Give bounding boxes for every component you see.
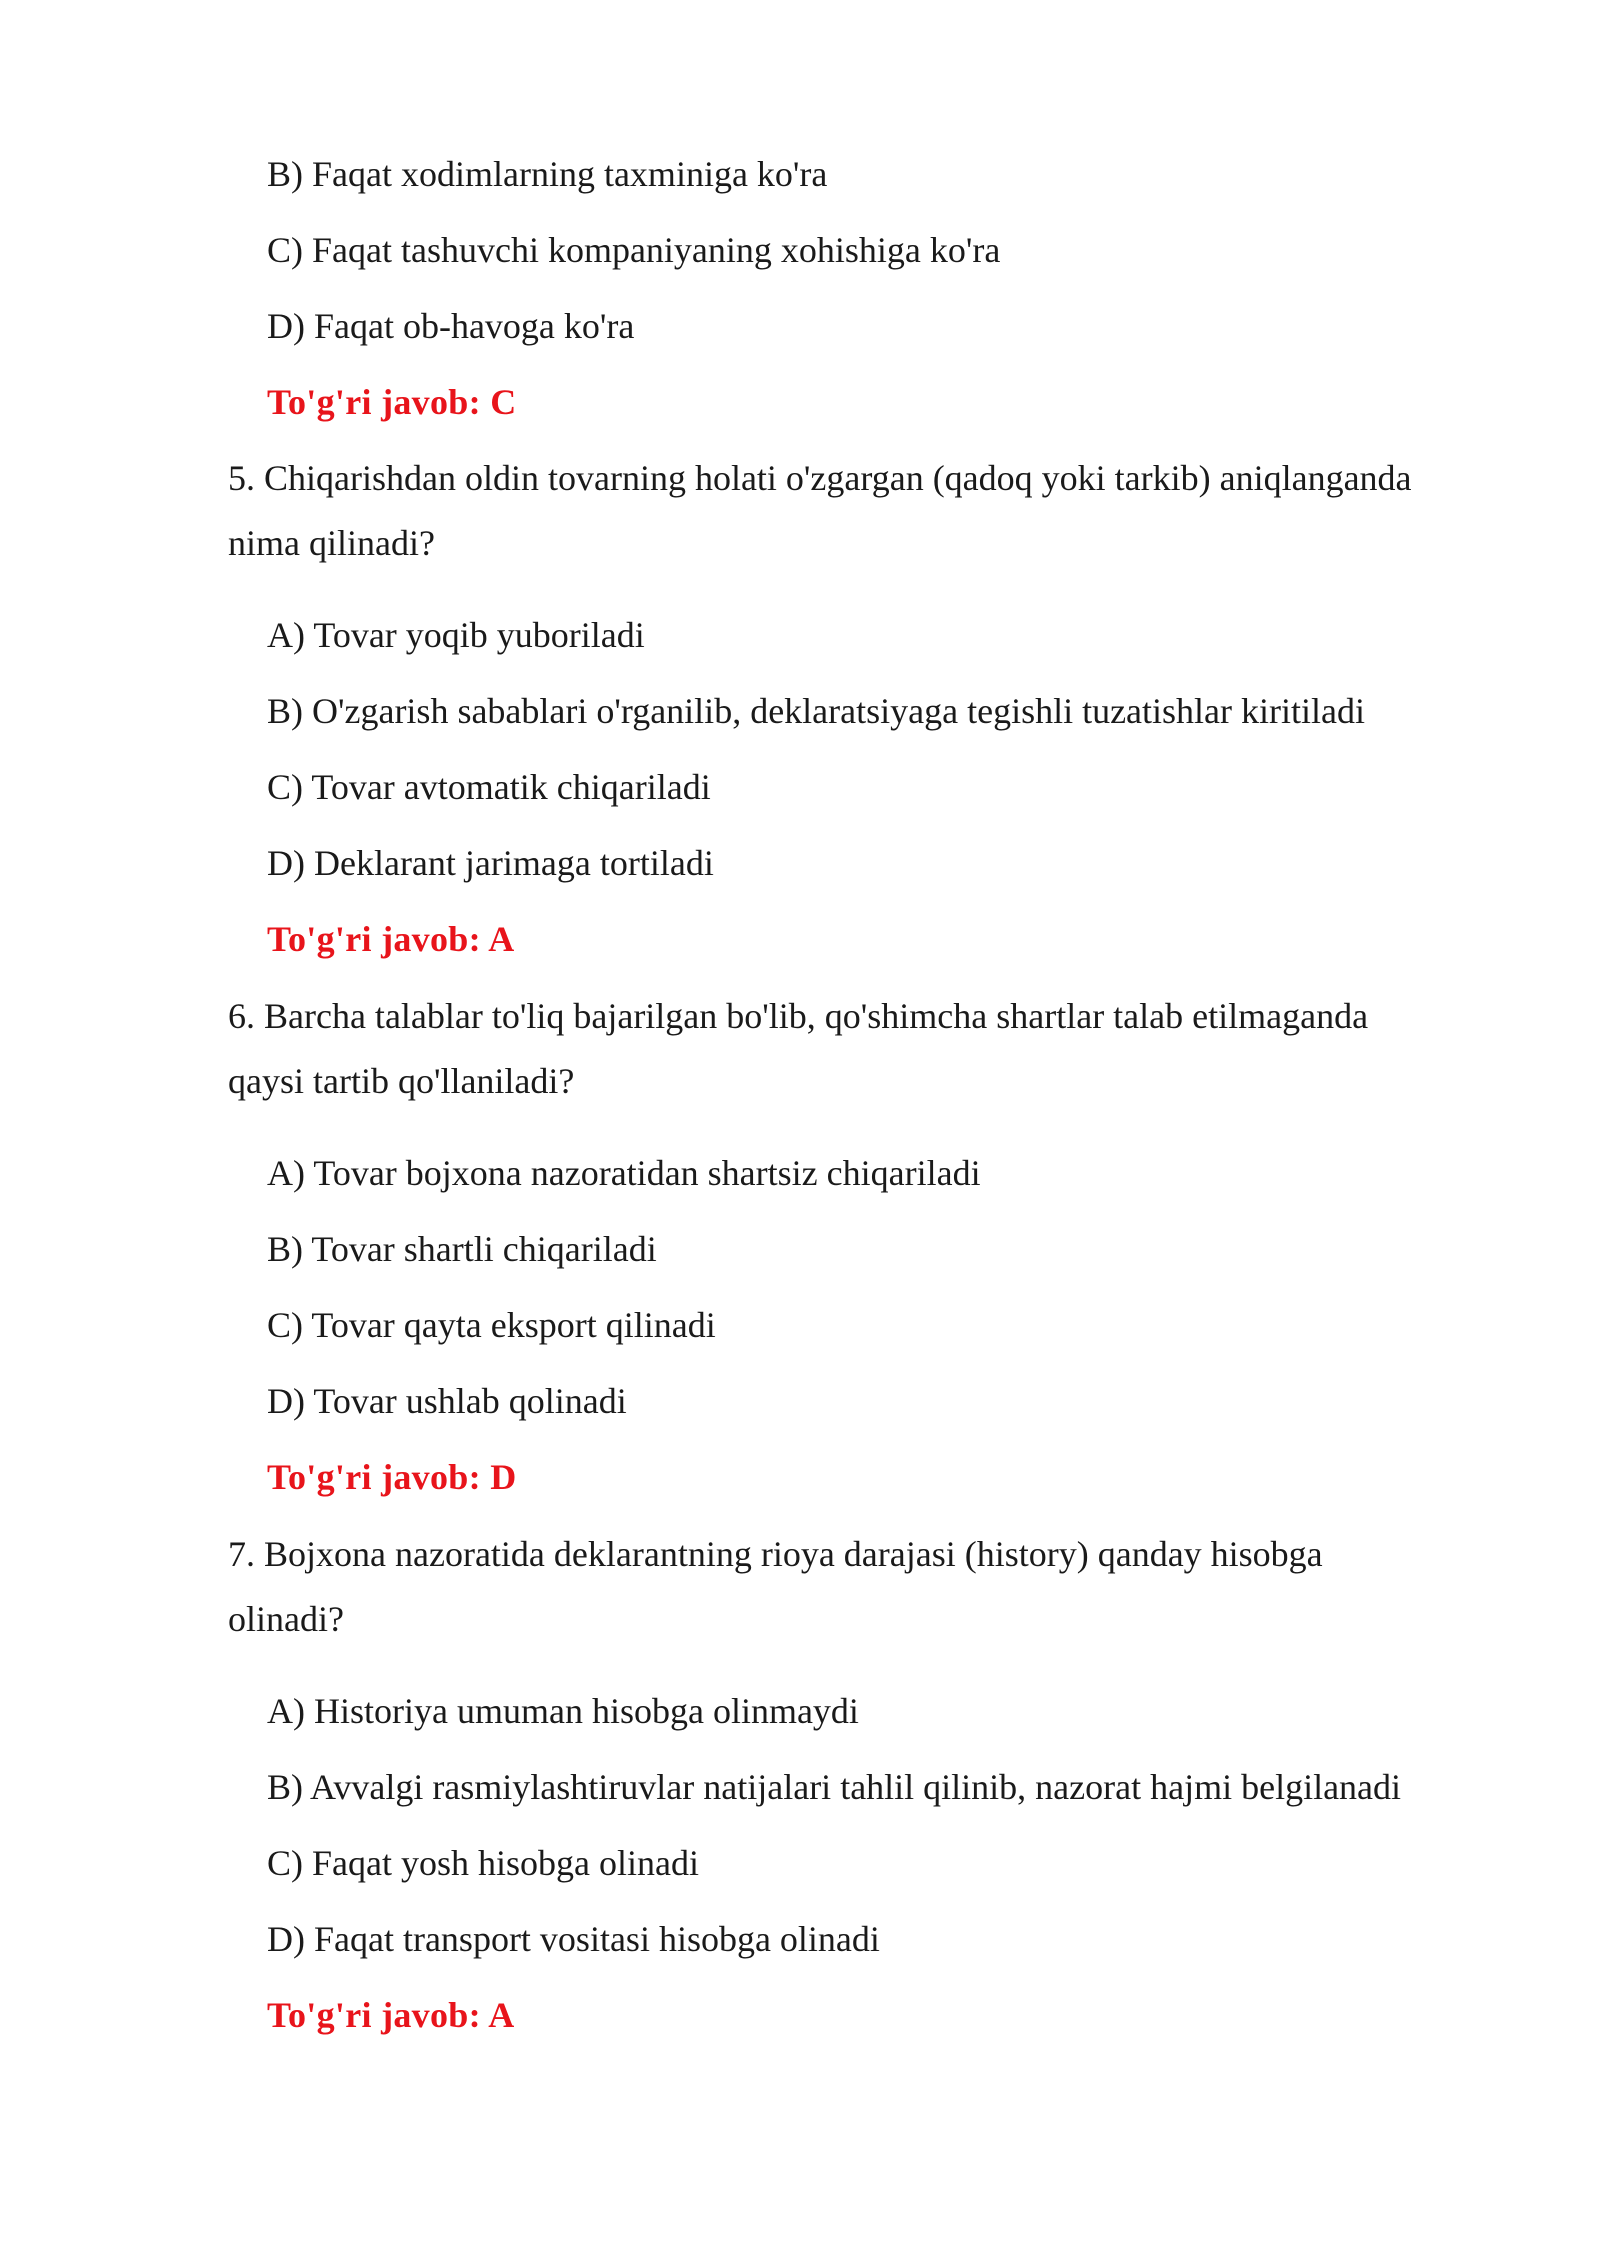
q5-correct-answer: To'g'ri javob: A — [267, 919, 515, 959]
q7-option-b: B) Avvalgi rasmiylashtiruvlar natijalari tahlil qilinib, nazorat hajmi belgilanadi — [267, 1767, 1402, 1807]
q7-text-line1: 7. Bojxona nazoratida deklarantning rioya darajasi (history) qanday hisobga — [228, 1534, 1323, 1574]
q6-option-a: A) Tovar bojxona nazoratidan shartsiz chiqariladi — [267, 1153, 981, 1193]
q6-text-line1: 6. Barcha talablar to'liq bajarilgan bo'lib, qo'shimcha shartlar talab etilmaganda — [228, 996, 1369, 1036]
q4-option-b: B) Faqat xodimlarning taxminiga ko'ra — [267, 154, 828, 194]
q4-option-d: D) Faqat ob-havoga ko'ra — [267, 306, 635, 346]
q7-correct-answer: To'g'ri javob: A — [267, 1995, 515, 2035]
q7-option-c: C) Faqat yosh hisobga olinadi — [267, 1843, 699, 1883]
q5-text-line2: nima qilinadi? — [228, 523, 435, 563]
q5-text-line1: 5. Chiqarishdan oldin tovarning holati o'zgargan (qadoq yoki tarkib) aniqlanganda — [228, 458, 1412, 498]
q4-option-c: C) Faqat tashuvchi kompaniyaning xohishiga ko'ra — [267, 230, 1001, 270]
q7-option-d: D) Faqat transport vositasi hisobga olinadi — [267, 1919, 880, 1959]
q7-text-line2: olinadi? — [228, 1599, 344, 1639]
q5-option-b: B) O'zgarish sabablari o'rganilib, deklaratsiyaga tegishli tuzatishlar kiritiladi — [267, 691, 1365, 731]
q6-text-line2: qaysi tartib qo'llaniladi? — [228, 1061, 575, 1101]
q7-option-a: A) Historiya umuman hisobga olinmaydi — [267, 1691, 859, 1731]
q5-option-d: D) Deklarant jarimaga tortiladi — [267, 843, 714, 883]
q5-option-a: A) Tovar yoqib yuboriladi — [267, 615, 645, 655]
q6-option-d: D) Tovar ushlab qolinadi — [267, 1381, 627, 1421]
q6-correct-answer: To'g'ri javob: D — [267, 1457, 517, 1497]
q4-correct-answer: To'g'ri javob: C — [267, 382, 517, 422]
q5-option-c: C) Tovar avtomatik chiqariladi — [267, 767, 711, 807]
q6-option-c: C) Tovar qayta eksport qilinadi — [267, 1305, 716, 1345]
q6-option-b: B) Tovar shartli chiqariladi — [267, 1229, 657, 1269]
